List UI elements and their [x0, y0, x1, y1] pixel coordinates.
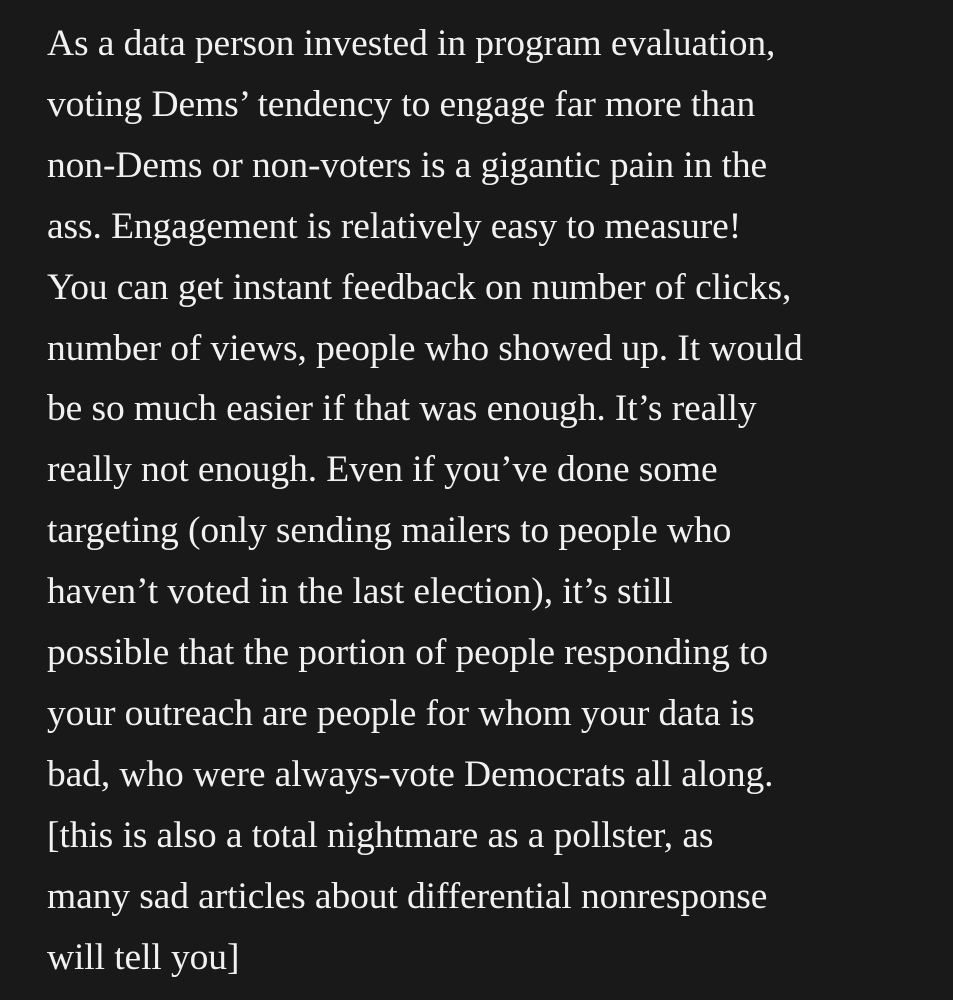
paragraph-line: be so much easier if that was enough. It’s really [47, 388, 757, 430]
paragraph-line: possible that the portion of people responding to [47, 632, 769, 674]
article-paragraph [47, 14, 927, 989]
paragraph-line: number of views, people who showed up. It would [47, 327, 803, 369]
paragraph-line: voting Dems’ tendency to engage far more than [47, 83, 756, 125]
paragraph-line: your outreach are people for whom your data is [47, 692, 755, 734]
paragraph-line: really not enough. Even if you’ve done some [47, 449, 718, 491]
paragraph-line: bad, who were always-vote Democrats all along. [47, 753, 774, 795]
paragraph-line: many sad articles about differential nonresponse [47, 875, 768, 917]
paragraph-line: [this is also a total nightmare as a pollster, as [47, 814, 714, 856]
paragraph-line: You can get instant feedback on number of clicks, [47, 266, 792, 308]
paragraph-line: As a data person invested in program evaluation, [47, 23, 776, 64]
paragraph-line: non-Dems or non-voters is a gigantic pain in the [47, 144, 768, 186]
paragraph-line: will tell you] [47, 936, 240, 978]
paragraph-line: targeting (only sending mailers to people who [47, 510, 732, 552]
paragraph-line: haven’t voted in the last election), it’s still [47, 571, 673, 613]
paragraph-line: ass. Engagement is relatively easy to measure! [47, 205, 742, 247]
